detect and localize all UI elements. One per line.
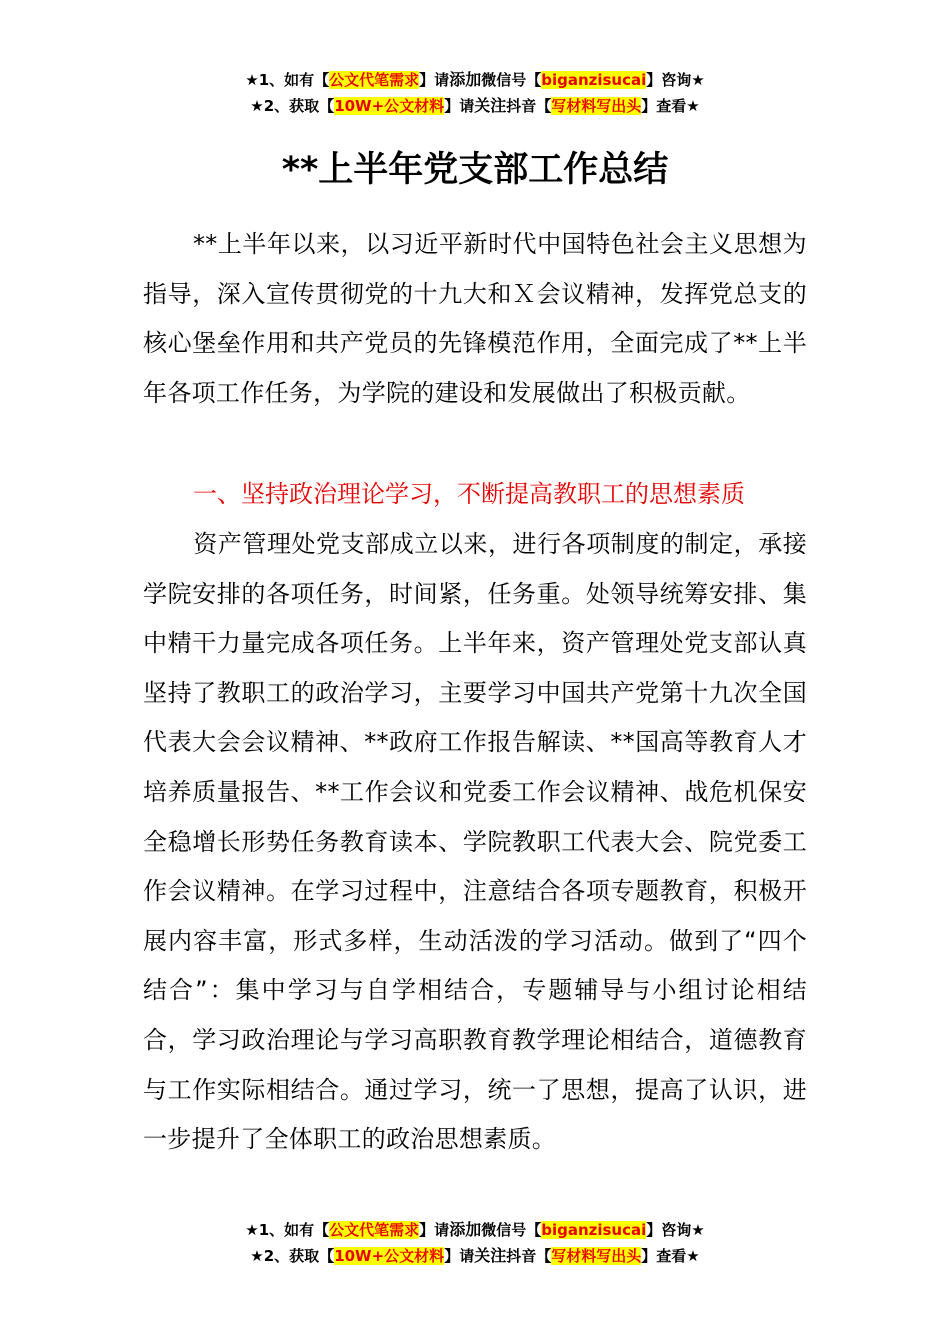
banner-text: 】请 — [444, 1247, 475, 1265]
top-banner — [0, 67, 950, 119]
banner-line-2 — [0, 1243, 950, 1269]
highlight-service: 公文代笔需求 — [329, 71, 420, 89]
banner-text: 1、如有【 — [258, 71, 330, 89]
section-heading: 一、坚持政治理论学习，不断提高教职工的思想素质 — [193, 480, 745, 508]
star-icon: ★ — [250, 1247, 264, 1265]
banner-text: 抖音【 — [506, 1247, 552, 1265]
section-body-paragraph — [143, 520, 807, 1165]
highlight-douyin-account: 写材料写出头 — [551, 1247, 642, 1265]
highlight-douyin-account: 写材料写出头 — [551, 97, 642, 115]
intro-text: **上半年以来，以习近平新时代中国特色社会主义思想为指导，深入宣传贯彻党的十九大和Ｘ会议精神，发挥党总支的核心堡垒作用和共产党员的先锋模范作用，全面完成了**上半年各项工作任务，为学院的建设和发展做出了积极贡献。 — [143, 230, 807, 407]
star-icon: ★ — [250, 97, 264, 115]
banner-text: 2、获取【 — [263, 1247, 335, 1265]
banner-line-1 — [0, 67, 950, 93]
banner-emphasis: 关注 — [474, 96, 507, 115]
section-body-text: 资产管理处党支部成立以来，进行各项制度的制定，承接学院安排的各项任务，时间紧，任务重。处领导统筹安排、集中精干力量完成各项任务。上半年来，资产管理处党支部认真坚持了教职工的政治学习，主要学习中国共产党第十九次全国代表大会会议精神、**政府工作报告解读、**国高等教育人才培养质量报告、**工作会议和党委工作会议精神、战危机保安全稳增长形势任务教育读本、学院教职工代表大会、院党委工作会议精神。在学习过程中，注意结合各项专题教育，积极开展内容丰富，形式多样，生动活泼的学习活动。做到了“四个结合”：集中学习与自学相结合，专题辅导与小组讨论相结合，学习政治理论与学习高职教育教学理论相结合，道德教育与工作实际相结合。通过学习，统一了思想，提高了认识，进一步提升了全体职工的政治思想素质。 — [143, 530, 807, 1154]
banner-text: 】查看★ — [641, 1247, 700, 1265]
banner-emphasis: 关注 — [474, 1246, 507, 1265]
banner-text: 抖音【 — [506, 97, 552, 115]
star-icon: ★ — [245, 71, 259, 89]
banner-text: 微信号【 — [481, 1221, 542, 1239]
highlight-materials: 10W+公文材料 — [334, 1247, 445, 1265]
banner-text: 】咨询★ — [646, 1221, 705, 1239]
banner-emphasis: 添加 — [449, 1220, 482, 1239]
highlight-service: 公文代笔需求 — [329, 1221, 420, 1239]
banner-text: 1、如有【 — [258, 1221, 330, 1239]
banner-text: 】请 — [444, 97, 475, 115]
banner-line-2 — [0, 93, 950, 119]
page-title: **上半年党支部工作总结 — [281, 150, 669, 190]
banner-text: 微信号【 — [481, 71, 542, 89]
banner-text: 】请 — [419, 1221, 450, 1239]
star-icon: ★ — [245, 1221, 259, 1239]
banner-text: 】请 — [419, 71, 450, 89]
banner-text: 】咨询★ — [646, 71, 705, 89]
banner-text: 2、获取【 — [263, 97, 335, 115]
banner-emphasis: 添加 — [449, 70, 482, 89]
highlight-wechat-id: biganzisucai — [541, 71, 647, 89]
intro-paragraph — [143, 220, 807, 418]
bottom-banner — [0, 1217, 950, 1269]
highlight-wechat-id: biganzisucai — [541, 1221, 647, 1239]
banner-line-1 — [0, 1217, 950, 1243]
banner-text: 】查看★ — [641, 97, 700, 115]
highlight-materials: 10W+公文材料 — [334, 97, 445, 115]
